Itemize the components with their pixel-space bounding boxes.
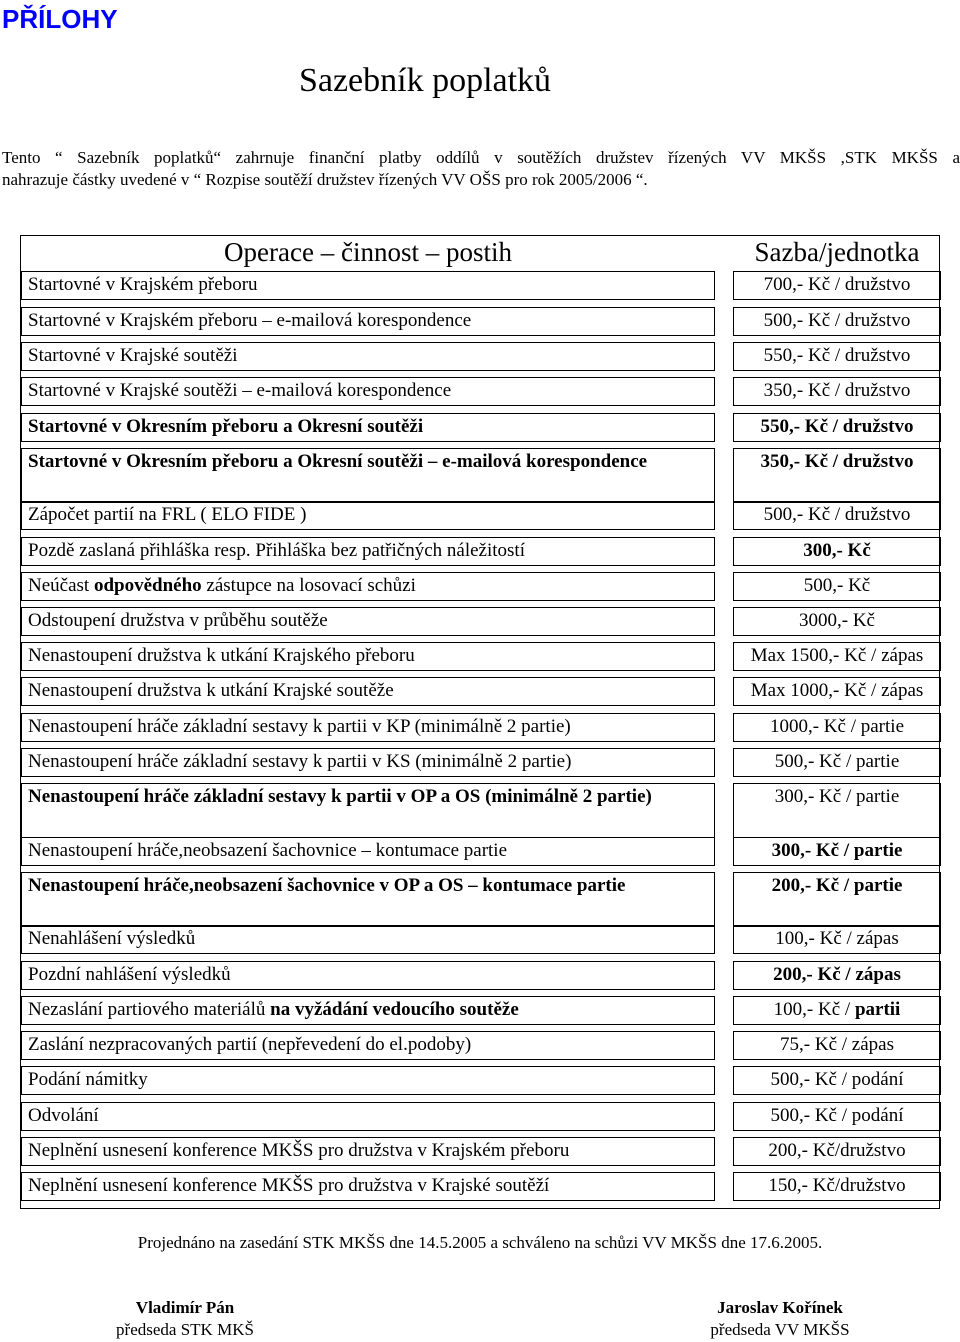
table-row	[21, 996, 939, 1025]
table-row	[21, 413, 939, 442]
row-rate: 500,- Kč	[733, 572, 941, 601]
page-heading: PŘÍLOHY	[2, 4, 118, 34]
row-description: Nenastoupení hráče základní sestavy k partii v OP a OS (minimálně 2 partie)	[21, 783, 715, 838]
row-rate: 300,- Kč	[733, 537, 941, 566]
table-row	[21, 1172, 939, 1201]
row-rate: 500,- Kč / podání	[733, 1066, 941, 1095]
document-title: Sazebník poplatků	[298, 62, 552, 99]
header-operation: Operace – činnost – postih	[224, 237, 512, 267]
row-description: Nenastoupení hráče základní sestavy k partii v KS (minimálně 2 partie)	[21, 748, 715, 777]
row-description: Startovné v Krajské soutěži	[21, 342, 715, 371]
row-description: Odstoupení družstva v průběhu soutěže	[21, 607, 715, 636]
desc-part: Nezaslání partiového materiálů	[28, 999, 271, 1020]
row-description: Neplnění usnesení konference MKŠS pro družstva v Krajské soutěží	[21, 1172, 715, 1201]
row-description: Nenastoupení hráče,neobsazení šachovnice v OP a OS – kontumace partie	[21, 872, 715, 927]
row-rate: 150,- Kč/družstvo	[733, 1172, 941, 1201]
intro-paragraph	[2, 147, 960, 191]
row-rate: 300,- Kč / partie	[733, 783, 941, 838]
row-rate: 200,- Kč / zápas	[733, 961, 941, 990]
table-row	[21, 925, 939, 954]
table-row	[21, 377, 939, 406]
row-description: Startovné v Krajské soutěži – e-mailová korespondence	[21, 377, 715, 406]
row-description	[21, 996, 715, 1025]
desc-part-bold: odpovědného	[93, 575, 202, 596]
table-row	[21, 677, 939, 706]
row-rate: 75,- Kč / zápas	[733, 1031, 941, 1060]
row-rate	[733, 996, 941, 1025]
row-rate: 500,- Kč / družstvo	[733, 307, 941, 336]
table-row	[21, 307, 939, 336]
row-description: Podání námitky	[21, 1066, 715, 1095]
signature-right	[680, 1297, 880, 1341]
signatory-role: předseda STK MKŠ	[116, 1320, 254, 1339]
table-row	[21, 501, 939, 530]
row-description: Startovné v Krajském přeboru	[21, 271, 715, 300]
row-rate: 700,- Kč / družstvo	[733, 271, 941, 300]
row-description: Nenastoupení hráče,neobsazení šachovnice – kontumace partie	[21, 837, 715, 866]
signatory-name: Vladimír Pán	[135, 1298, 235, 1317]
signatory-name: Jaroslav Kořínek	[717, 1298, 843, 1317]
row-rate: 550,- Kč / družstvo	[733, 413, 941, 442]
table-row	[21, 872, 939, 927]
row-description: Startovné v Okresním přeboru a Okresní soutěži – e-mailová korespondence	[21, 448, 715, 503]
row-rate: 200,- Kč/družstvo	[733, 1137, 941, 1166]
row-rate: 200,- Kč / partie	[733, 872, 941, 927]
row-rate: 3000,- Kč	[733, 607, 941, 636]
intro-line-2: nahrazuje částky uvedené v “ Rozpise soutěží družstev řízených VV OŠS pro rok 2005/2006 “.	[2, 170, 648, 189]
table-row	[21, 537, 939, 566]
row-description: Nenastoupení družstva k utkání Krajského přeboru	[21, 642, 715, 671]
table-row	[21, 713, 939, 742]
row-rate: 1000,- Kč / partie	[733, 713, 941, 742]
row-description: Startovné v Okresním přeboru a Okresní soutěži	[21, 413, 715, 442]
row-rate: 500,- Kč / partie	[733, 748, 941, 777]
table-row	[21, 748, 939, 777]
table-row	[21, 271, 939, 300]
table-row	[21, 572, 939, 601]
intro-line-1: Tento “ Sazebník poplatků“ zahrnuje finanční platby oddílů v soutěžích družstev řízených VV MKŠS ,STK MKŠS a	[2, 148, 960, 167]
row-rate: 100,- Kč / zápas	[733, 925, 941, 954]
rate-part: 100,- Kč /	[773, 999, 855, 1020]
table-row	[21, 1066, 939, 1095]
row-description: Nenastoupení hráče základní sestavy k partii v KP (minimálně 2 partie)	[21, 713, 715, 742]
row-description: Pozdní nahlášení výsledků	[21, 961, 715, 990]
desc-part-bold: na vyžádání vedoucího soutěže	[270, 999, 519, 1020]
row-description: Odvolání	[21, 1102, 715, 1131]
row-description: Zaslání nezpracovaných partií (nepřevedení do el.podoby)	[21, 1031, 715, 1060]
rate-part-bold: partii	[854, 999, 901, 1020]
row-description: Neplnění usnesení konference MKŠS pro družstva v Krajském přeboru	[21, 1137, 715, 1166]
row-description: Zápočet partií na FRL ( ELO FIDE )	[21, 501, 715, 530]
table-row	[21, 1031, 939, 1060]
signature-left	[90, 1297, 280, 1341]
row-rate: 300,- Kč / partie	[733, 837, 941, 866]
header-rate: Sazba/jednotka	[754, 237, 920, 267]
table-row	[21, 642, 939, 671]
table-row	[21, 448, 939, 503]
row-description	[21, 572, 715, 601]
table-header	[21, 236, 939, 271]
table-row	[21, 607, 939, 636]
row-rate: Max 1500,- Kč / zápas	[733, 642, 941, 671]
row-rate: 500,- Kč / družstvo	[733, 501, 941, 530]
table-row	[21, 961, 939, 990]
row-rate: 550,- Kč / družstvo	[733, 342, 941, 371]
desc-part: zástupce na losovací schůzi	[201, 575, 416, 596]
row-description: Nenastoupení družstva k utkání Krajské soutěže	[21, 677, 715, 706]
row-rate: Max 1000,- Kč / zápas	[733, 677, 941, 706]
row-description: Nenahlášení výsledků	[21, 925, 715, 954]
row-rate: 350,- Kč / družstvo	[733, 377, 941, 406]
table-row	[21, 342, 939, 371]
table-row	[21, 1137, 939, 1166]
row-rate: 350,- Kč / družstvo	[733, 448, 941, 503]
table-row	[21, 783, 939, 838]
row-description: Startovné v Krajském přeboru – e-mailová korespondence	[21, 307, 715, 336]
approval-note: Projednáno na zasedání STK MKŠS dne 14.5.2005 a schváleno na schůzi VV MKŠS dne 17.6.2005.	[137, 1233, 823, 1252]
signatory-role: předseda VV MKŠS	[710, 1320, 850, 1339]
row-rate: 500,- Kč / podání	[733, 1102, 941, 1131]
desc-part: Neúčast	[28, 575, 94, 596]
table-row	[21, 1102, 939, 1131]
row-description: Pozdě zaslaná přihláška resp. Přihláška bez patřičných náležitostí	[21, 537, 715, 566]
fee-table	[20, 235, 940, 1209]
table-row	[21, 837, 939, 866]
